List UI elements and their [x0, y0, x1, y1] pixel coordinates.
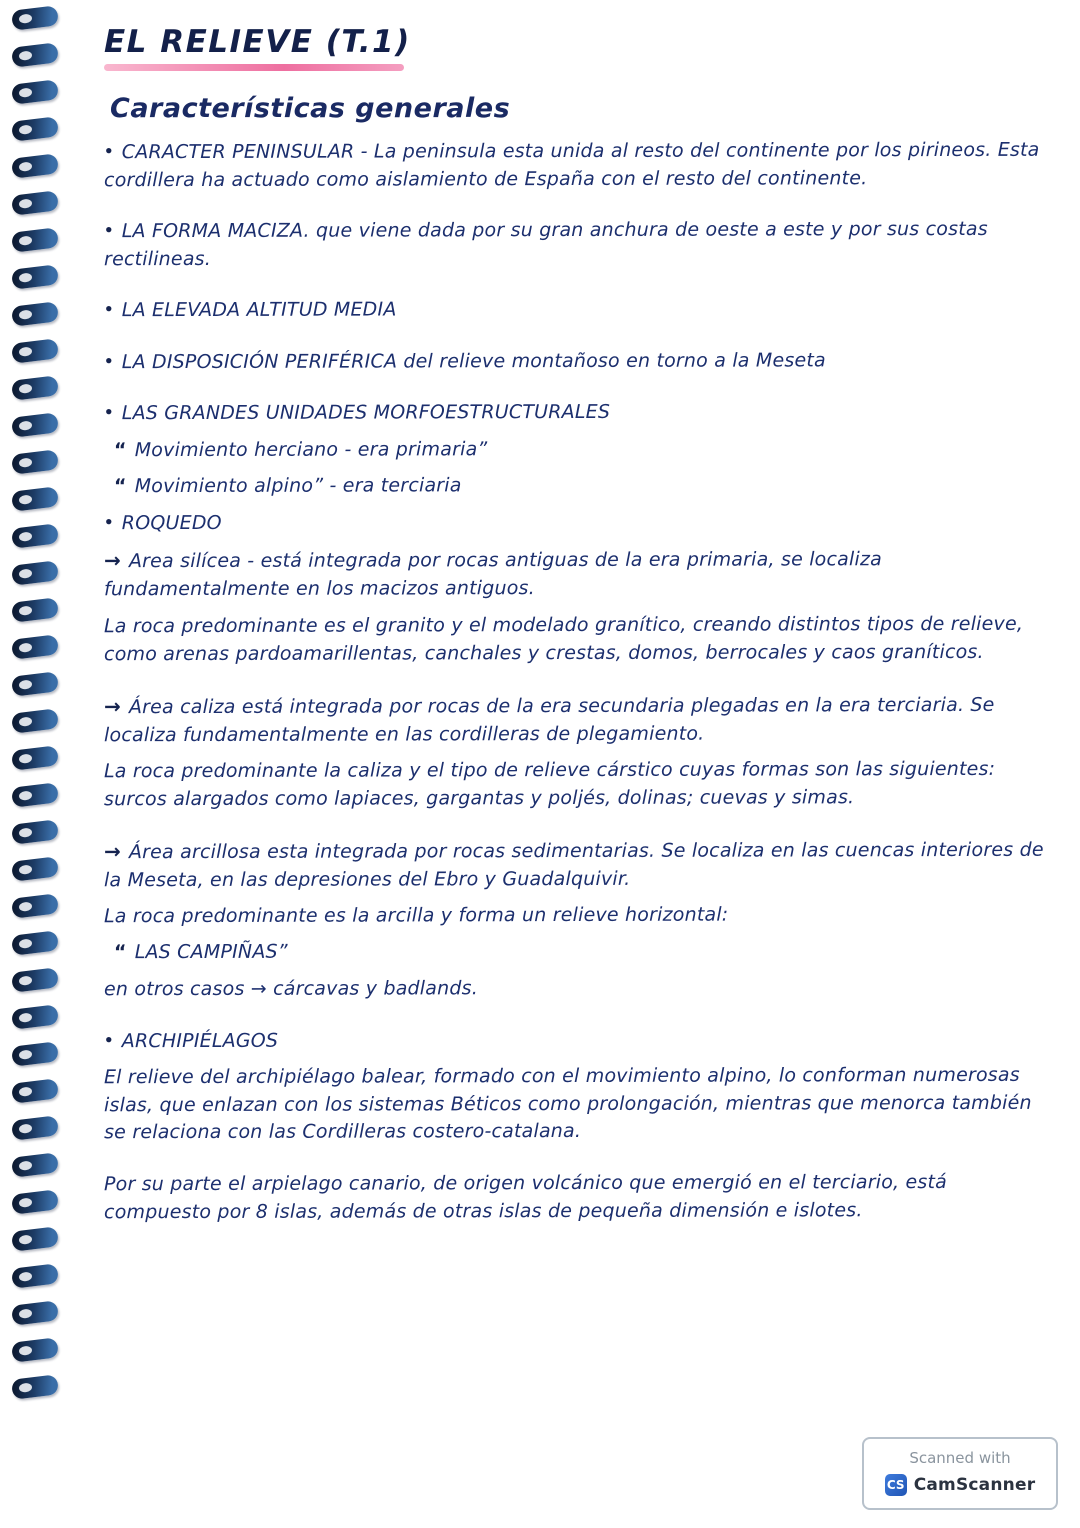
- spiral-ring-icon: [11, 1226, 59, 1251]
- note-block: [104, 1025, 1044, 1055]
- spiral-ring-icon: [11, 523, 59, 548]
- camscanner-badge: [862, 1437, 1058, 1510]
- title-underline-highlight: [104, 64, 404, 71]
- spiral-ring-icon: [11, 153, 59, 178]
- note-text: CARACTER PENINSULAR - La peninsula esta unida al resto del continente por los pirineos. Esta cordillera ha actuado como aislamiento de España con el resto del continente.: [104, 138, 1040, 191]
- note-text: en otros casos → cárcavas y badlands.: [103, 977, 478, 1001]
- note-block: [104, 610, 1044, 668]
- spiral-ring-icon: [11, 227, 59, 252]
- spiral-ring-icon: [11, 634, 59, 659]
- note-text: El relieve del archipiélago balear, formado con el movimiento alpino, lo conforman numerosas islas, que enlazan con los sistemas Béticos como prolongación, mientras que menorca también se relaciona con las Cordilleras costero-catalana.: [103, 1063, 1032, 1144]
- spiral-ring-icon: [11, 1115, 59, 1140]
- spiral-ring-icon: [11, 708, 59, 733]
- note-text: Área arcillosa esta integrada por rocas sedimentarias. Se localiza en las cuencas interiores de la Meseta, en las depresiones del Ebro y Guadalquivir.: [104, 838, 1044, 891]
- note-block: [104, 974, 1044, 1004]
- spiral-ring-icon: [11, 893, 59, 918]
- bullet-marker: •: [103, 351, 114, 370]
- quote-marker: “: [113, 941, 127, 964]
- note-text: Movimiento herciano - era primaria”: [134, 438, 488, 461]
- note-text: LA FORMA MACIZA. que viene dada por su gran anchura de oeste a este y por sus costas rectilineas.: [104, 218, 988, 270]
- note-text: LA ELEVADA ALTITUD MEDIA: [121, 298, 397, 322]
- spiral-ring-icon: [11, 782, 59, 807]
- spiral-ring-icon: [11, 1078, 59, 1103]
- spiral-ring-icon: [11, 597, 59, 622]
- note-text: LAS CAMPIÑAS”: [134, 941, 288, 964]
- spiral-ring-icon: [11, 42, 59, 67]
- note-block: [104, 835, 1044, 895]
- note-text: Movimiento alpino” - era terciaria: [134, 474, 462, 498]
- note-block: [104, 756, 1044, 814]
- scanned-with-label: Scanned with: [909, 1449, 1011, 1467]
- note-block: [104, 137, 1044, 195]
- note-text: ROQUEDO: [121, 511, 222, 535]
- note-text: La roca predominante es la arcilla y forma un relieve horizontal:: [103, 903, 729, 928]
- note-block: [104, 295, 1044, 325]
- spiral-ring-icon: [11, 375, 59, 400]
- note-block: [104, 508, 1044, 538]
- camscanner-brand-name: CamScanner: [913, 1475, 1036, 1495]
- spiral-ring-icon: [11, 338, 59, 363]
- notes-body: [104, 138, 1044, 1225]
- quote-marker: “: [113, 475, 127, 498]
- bullet-marker: •: [103, 300, 114, 319]
- note-block: [104, 1169, 1044, 1227]
- spiral-ring-icon: [11, 1004, 59, 1029]
- page-content: [104, 24, 1044, 1234]
- bullet-marker: •: [103, 403, 114, 422]
- note-block: [104, 398, 1044, 428]
- spiral-ring-icon: [11, 1337, 59, 1362]
- spiral-ring-icon: [11, 1152, 59, 1177]
- note-text: LAS GRANDES UNIDADES MORFOESTRUCTURALES: [121, 401, 611, 425]
- bullet-marker: •: [103, 513, 114, 532]
- spiral-ring-icon: [11, 486, 59, 511]
- note-text: La roca predominante la caliza y el tipo de relieve cárstico cuyas formas son las siguientes: surcos alargados como lapiaces, gargantas y poljés, dolinas; cuevas y simas.: [103, 757, 996, 810]
- spiral-ring-icon: [11, 116, 59, 141]
- section-heading: Características generales: [110, 93, 511, 124]
- note-text: ARCHIPIÉLAGOS: [121, 1029, 279, 1052]
- spiral-ring-icon: [11, 1189, 59, 1214]
- spiral-ring-icon: [11, 5, 59, 30]
- note-text: Por su parte el arpielago canario, de origen volcánico que emergió en el terciario, está compuesto por 8 islas, además de otras islas de pequeña dimensión e islotes.: [103, 1170, 948, 1223]
- spiral-ring-icon: [11, 79, 59, 104]
- spiral-ring-icon: [11, 264, 59, 289]
- spiral-ring-icon: [11, 930, 59, 955]
- bullet-marker: •: [103, 1030, 114, 1049]
- quote-marker: “: [113, 438, 127, 462]
- spiral-ring-icon: [11, 1263, 59, 1288]
- spiral-ring-icon: [11, 1374, 59, 1399]
- spiral-ring-icon: [11, 856, 59, 881]
- note-block: [104, 435, 1044, 465]
- camscanner-logo-icon: CS: [885, 1474, 907, 1496]
- arrow-marker: →: [103, 839, 121, 864]
- camscanner-brand-row: [874, 1474, 1046, 1496]
- note-text: Área caliza está integrada por rocas de la era secundaria plegadas en la era terciaria. Se localiza fundamentalmente en las cordilleras de plegamiento.: [104, 693, 995, 746]
- note-block: [104, 544, 1044, 604]
- spiral-ring-icon: [11, 1300, 59, 1325]
- spiral-ring-icon: [11, 1041, 59, 1066]
- spiral-ring-icon: [11, 190, 59, 215]
- spiral-ring-icon: [11, 412, 59, 437]
- note-block: [104, 347, 1044, 377]
- note-block: [104, 471, 1044, 501]
- spiral-ring-icon: [11, 671, 59, 696]
- note-text: LA DISPOSICIÓN PERIFÉRICA del relieve montañoso en torno a la Meseta: [121, 349, 826, 373]
- note-block: [104, 937, 1044, 967]
- note-block: [104, 1062, 1044, 1147]
- spiral-ring-icon: [11, 967, 59, 992]
- arrow-marker: →: [103, 548, 121, 573]
- spiral-ring-icon: [11, 745, 59, 770]
- spiral-ring-icon: [11, 819, 59, 844]
- spiral-ring-icon: [11, 301, 59, 326]
- note-text: Area silícea - está integrada por rocas antiguas de la era primaria, se localiza fundamentalmente en los macizos antiguos.: [104, 548, 882, 601]
- note-block: [104, 216, 1044, 274]
- spiral-ring-icon: [11, 449, 59, 474]
- note-text: La roca predominante es el granito y el modelado granítico, creando distintos tipos de relieve, como arenas pardoamarillentas, canchales y crestas, domos, berrocales y caos graníticos.: [103, 612, 1024, 665]
- note-block: [104, 689, 1044, 749]
- arrow-marker: →: [103, 693, 121, 718]
- bullet-marker: •: [103, 221, 114, 240]
- spiral-ring-icon: [11, 560, 59, 585]
- spiral-binding: [12, 8, 82, 1414]
- page-title: EL RELIEVE (T.1): [104, 24, 411, 60]
- bullet-marker: •: [103, 142, 114, 161]
- note-block: [104, 901, 1044, 931]
